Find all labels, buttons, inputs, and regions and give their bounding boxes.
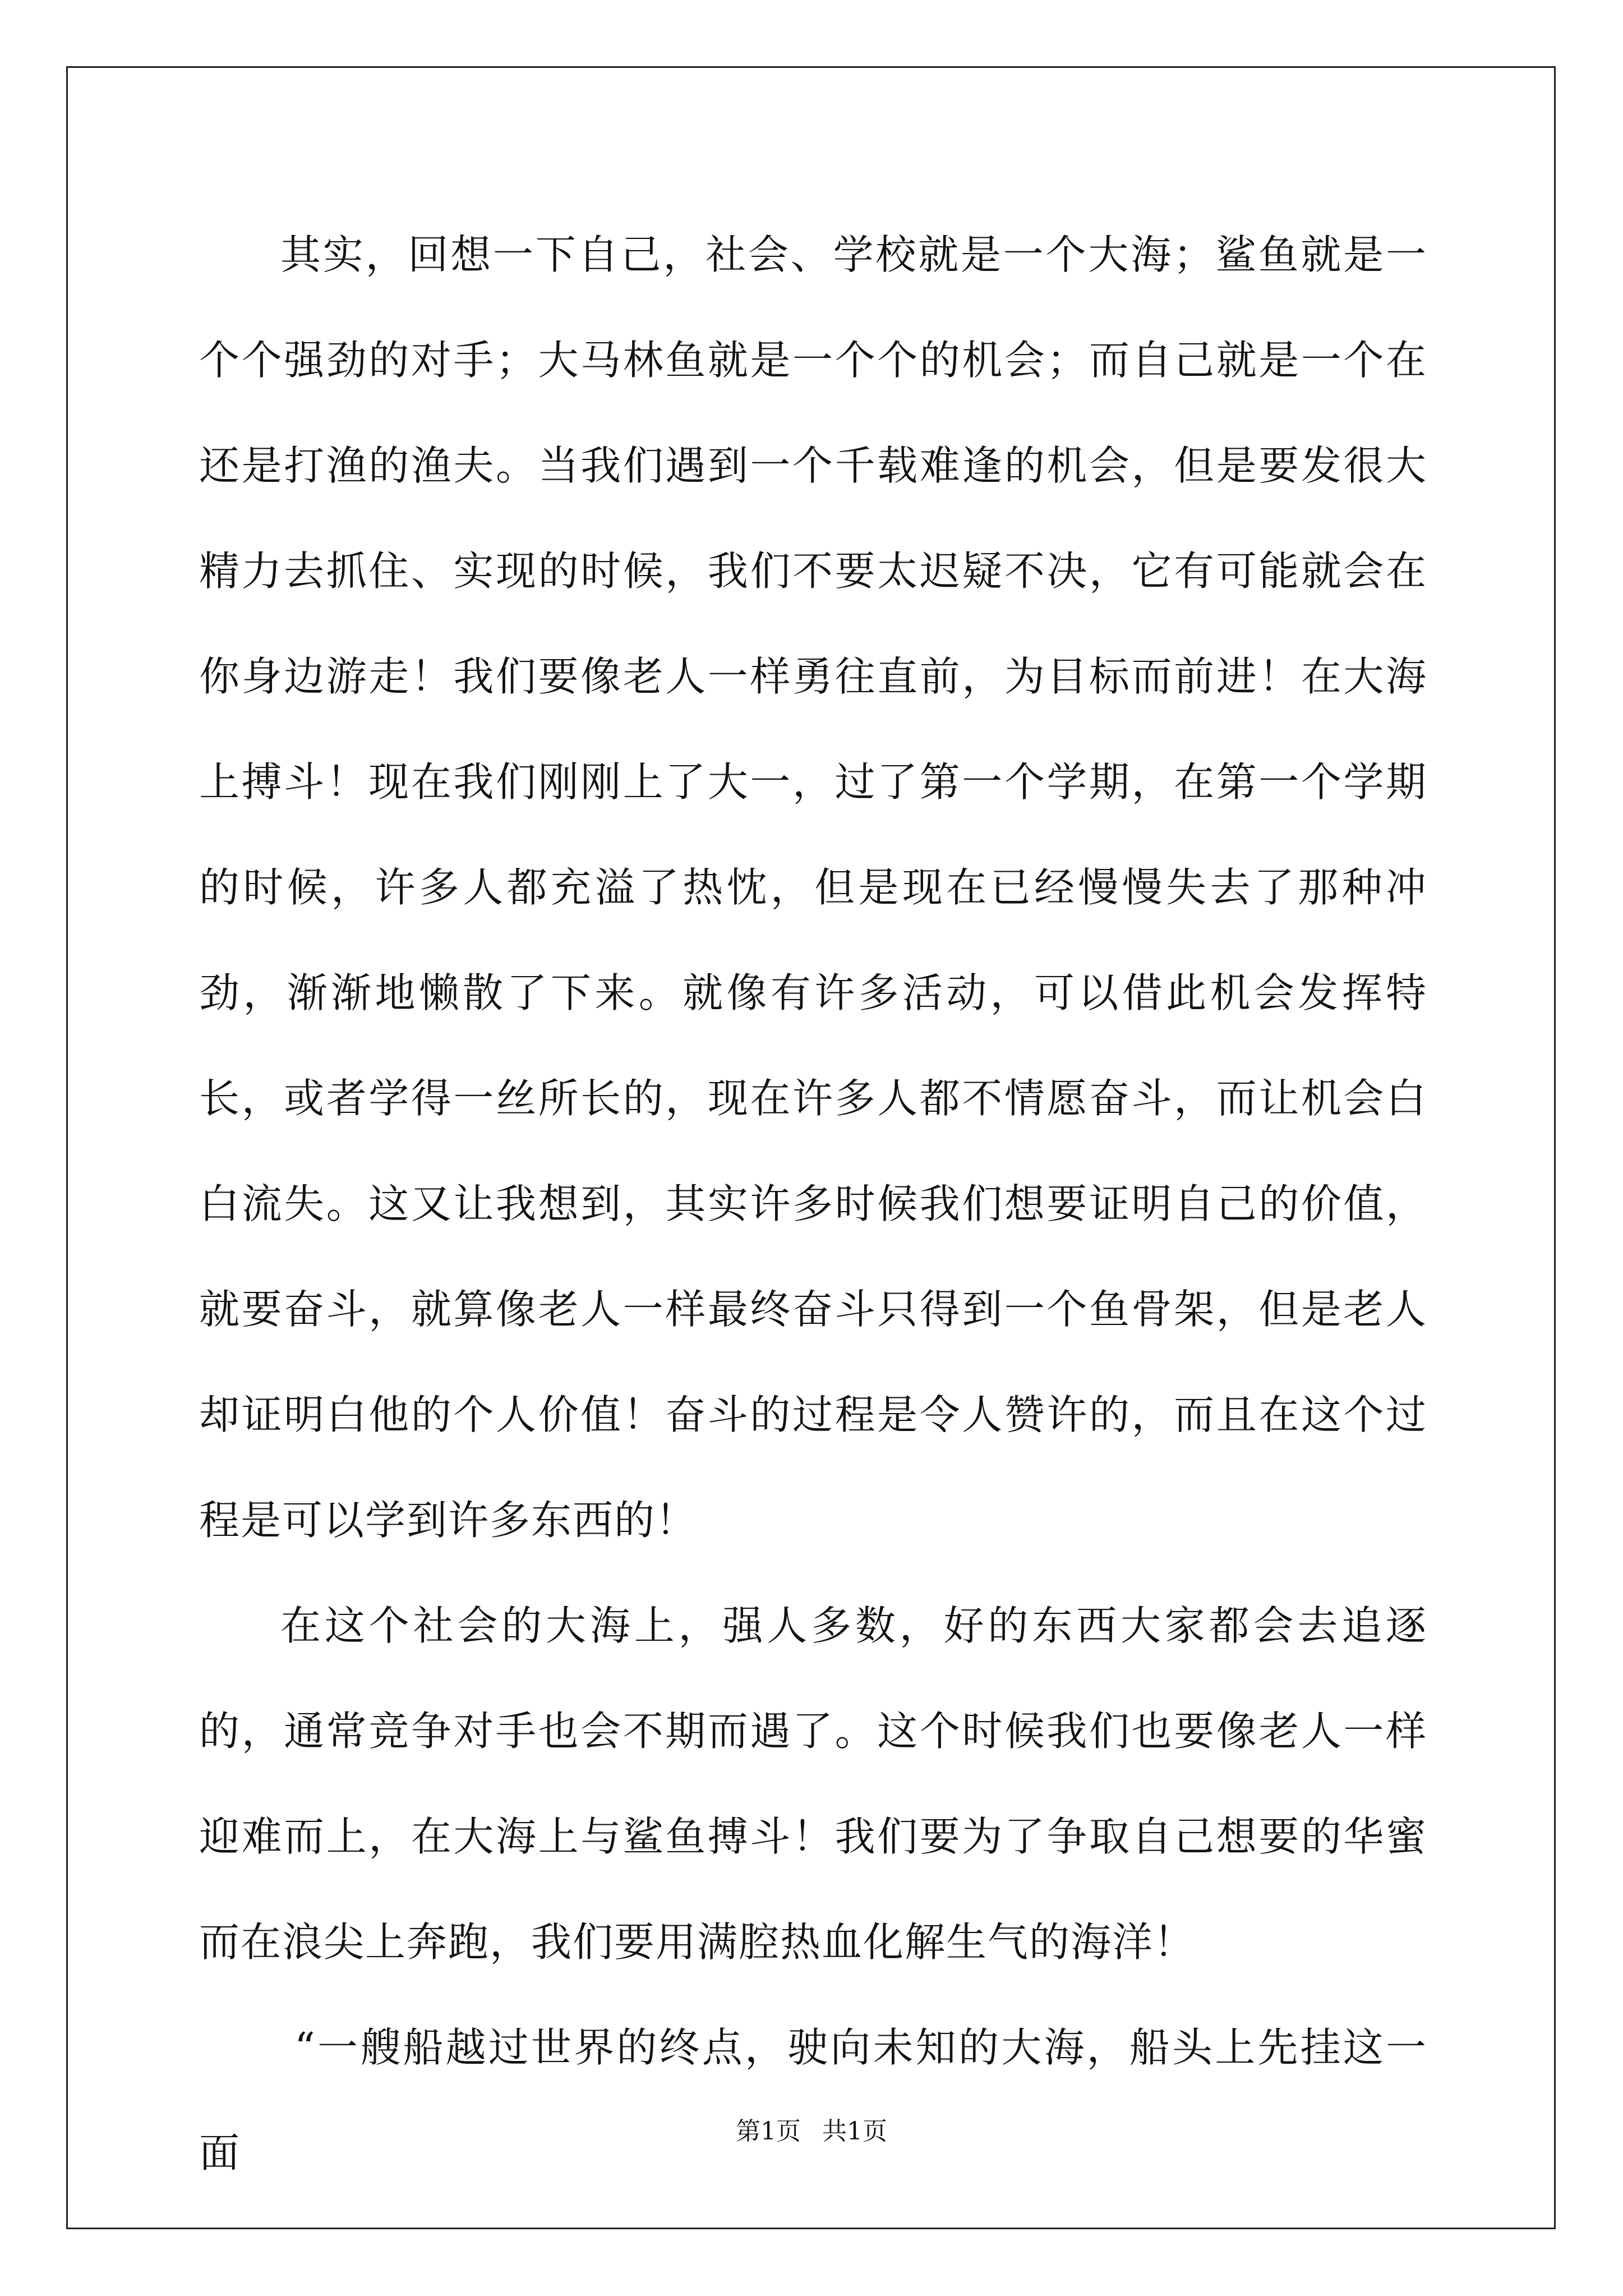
page-footer (0, 2115, 1623, 2148)
document-body (199, 202, 1427, 2206)
page-number-current: 第1页 (736, 2117, 801, 2146)
page-number-total: 共1页 (822, 2117, 887, 2146)
paragraph: 其实，回想一下自己，社会、学校就是一个大海；鲨鱼就是一个个强劲的对手；大马林鱼就是一个个的机会；而自己就是一个在还是打渔的渔夫。当我们遇到一个千载难逢的机会，但是要发很大精力去抓住、实现的时候，我们不要太迟疑不决，它有可能就会在你身边游走！我们要像老人一样勇往直前，为目标而前进！在大海上搏斗！现在我们刚刚上了大一，过了第一个学期，在第一个学期的时候，许多人都充溢了热忱，但是现在已经慢慢失去了那种冲劲，渐渐地懒散了下来。就像有许多活动，可以借此机会发挥特长，或者学得一丝所长的，现在许多人都不情愿奋斗，而让机会白白流失。这又让我想到，其实许多时候我们想要证明自己的价值，就要奋斗，就算像老人一样最终奋斗只得到一个鱼骨架，但是老人却证明白他的个人价值！奋斗的过程是令人赞许的，而且在这个过程是可以学到许多东西的！ (199, 231, 1427, 1544)
paragraph: 在这个社会的大海上，强人多数，好的东西大家都会去追逐的，通常竞争对手也会不期而遇了。这个时候我们也要像老人一样迎难而上，在大海上与鲨鱼搏斗！我们要为了争取自己想要的华蜜而在浪尖上奔跑，我们要用满腔热血化解生气的海洋！ (199, 1602, 1427, 1966)
paragraph: “一艘船越过世界的终点，驶向未知的大海，船头上先挂这一面 (199, 2024, 1427, 2177)
